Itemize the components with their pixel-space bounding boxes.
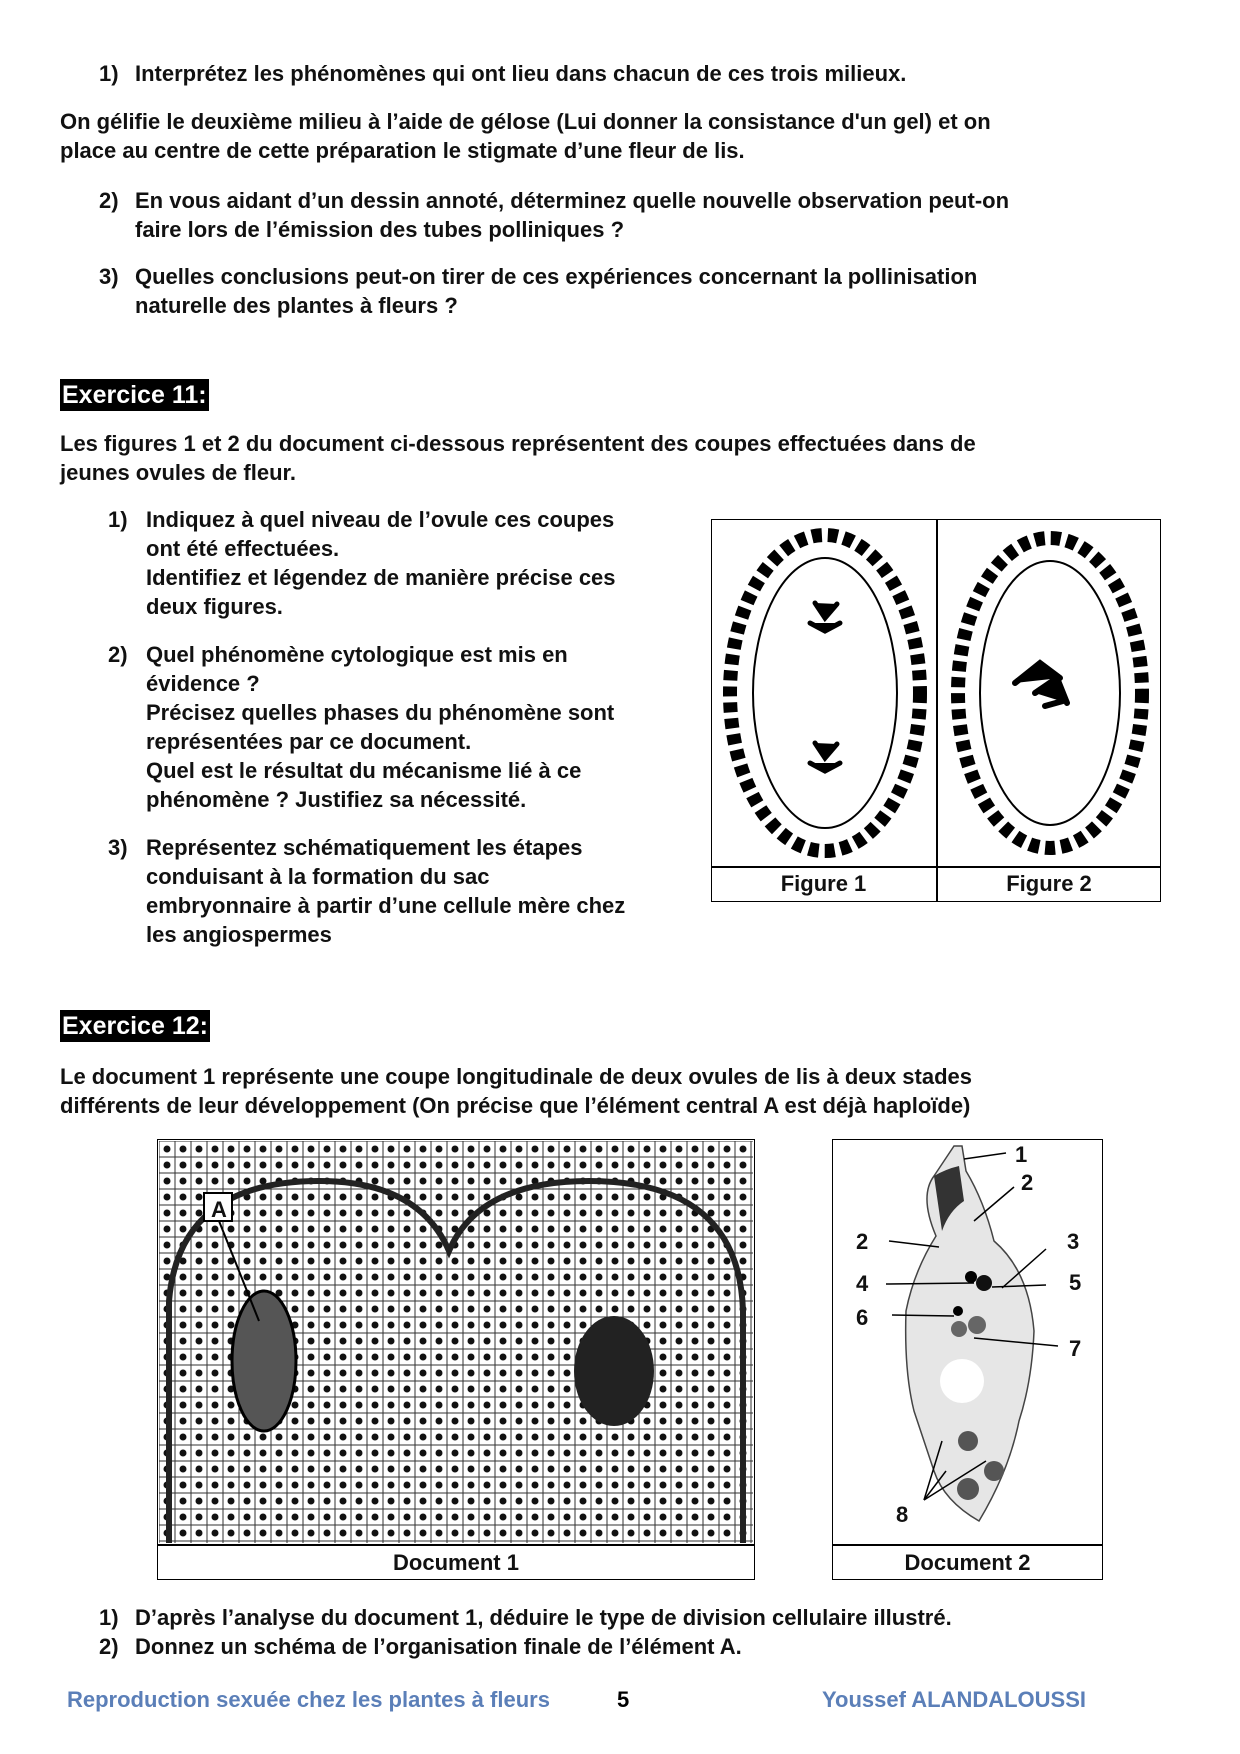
question-number: 2) bbox=[99, 1634, 119, 1659]
question-number: 1) bbox=[99, 1605, 119, 1630]
question-number: 3) bbox=[99, 264, 119, 289]
question-text: les angiospermes bbox=[146, 922, 332, 947]
label-4: 4 bbox=[856, 1271, 869, 1296]
question-text: Quel phénomène cytologique est mis en bbox=[146, 642, 568, 667]
label-1: 1 bbox=[1015, 1142, 1028, 1167]
question-text: Quel est le résultat du mécanisme lié à ce bbox=[146, 758, 582, 783]
figure-2-caption: Figure 2 bbox=[1006, 871, 1092, 896]
footer-subject: Reproduction sexuée chez les plantes à fleurs bbox=[67, 1687, 550, 1712]
caption-divider bbox=[157, 1544, 755, 1546]
paragraph-line: On gélifie le deuxième milieu à l’aide de gélose (Lui donner la consistance d'un gel) et on bbox=[60, 109, 991, 134]
question-text: deux figures. bbox=[146, 594, 283, 619]
page-number: 5 bbox=[617, 1687, 630, 1712]
label-8: 8 bbox=[896, 1502, 909, 1527]
exercise-11-heading: Exercice 11: bbox=[62, 381, 207, 409]
label-3: 3 bbox=[1067, 1229, 1080, 1254]
question-text: faire lors de l’émission des tubes polliniques ? bbox=[135, 217, 625, 242]
question-text: phénomène ? Justifiez sa nécessité. bbox=[146, 787, 527, 812]
question-text: Donnez un schéma de l’organisation finale de l’élément A. bbox=[135, 1634, 742, 1659]
element-a-label: A bbox=[211, 1197, 227, 1222]
exercise-12-heading: Exercice 12: bbox=[62, 1012, 208, 1040]
label-7: 7 bbox=[1069, 1336, 1082, 1361]
figure-1-ovule-drawing bbox=[720, 528, 930, 858]
question-text: Interprétez les phénomènes qui ont lieu dans chacun de ces trois milieux. bbox=[135, 61, 907, 86]
question-text: Quelles conclusions peut-on tirer de ces expériences concernant la pollinisation bbox=[135, 264, 978, 289]
paragraph-line: Les figures 1 et 2 du document ci-dessous représentent des coupes effectuées dans de bbox=[60, 431, 976, 456]
question-number: 1) bbox=[108, 507, 128, 532]
document-2-caption: Document 2 bbox=[904, 1550, 1031, 1575]
figure-1-caption: Figure 1 bbox=[780, 871, 867, 896]
question-text: représentées par ce document. bbox=[146, 729, 472, 754]
question-text: naturelle des plantes à fleurs ? bbox=[135, 293, 458, 318]
question-text: Représentez schématiquement les étapes bbox=[146, 835, 583, 860]
question-number: 2) bbox=[108, 642, 128, 667]
question-text: D’après l’analyse du document 1, déduire le type de division cellulaire illustré. bbox=[135, 1605, 952, 1630]
question-number: 2) bbox=[99, 188, 119, 213]
label-6: 6 bbox=[856, 1305, 869, 1330]
question-text: Précisez quelles phases du phénomène sont bbox=[146, 700, 615, 725]
paragraph-line: place au centre de cette préparation le stigmate d’une fleur de lis. bbox=[60, 138, 745, 163]
label-5: 5 bbox=[1069, 1270, 1082, 1295]
question-number: 3) bbox=[108, 835, 128, 860]
question-text: embryonnaire à partir d’une cellule mère chez bbox=[146, 893, 626, 918]
document-1-micrograph bbox=[159, 1141, 753, 1543]
question-number: 1) bbox=[99, 61, 119, 86]
paragraph-line: jeunes ovules de fleur. bbox=[60, 460, 296, 485]
caption-divider bbox=[832, 1544, 1103, 1546]
figure-2-ovule-drawing bbox=[945, 528, 1155, 858]
label-2-upper: 2 bbox=[1021, 1170, 1034, 1195]
question-text: Indiquez à quel niveau de l’ovule ces coupes bbox=[146, 507, 615, 532]
document-1-caption: Document 1 bbox=[393, 1550, 519, 1575]
paragraph-line: différents de leur développement (On précise que l’élément central A est déjà haploïde) bbox=[60, 1093, 971, 1118]
footer-author: Youssef ALANDALOUSSI bbox=[822, 1687, 1087, 1712]
figure-divider bbox=[936, 519, 938, 902]
question-text: En vous aidant d’un dessin annoté, déterminez quelle nouvelle observation peut-on bbox=[135, 188, 1010, 213]
question-text: évidence ? bbox=[146, 671, 260, 696]
label-2-left: 2 bbox=[856, 1229, 869, 1254]
question-text: Identifiez et légendez de manière précise ces bbox=[146, 565, 616, 590]
document-2-embryo-sac-drawing bbox=[834, 1141, 1101, 1541]
question-text: conduisant à la formation du sac bbox=[146, 864, 490, 889]
question-text: ont été effectuées. bbox=[146, 536, 340, 561]
paragraph-line: Le document 1 représente une coupe longitudinale de deux ovules de lis à deux stades bbox=[60, 1064, 973, 1089]
